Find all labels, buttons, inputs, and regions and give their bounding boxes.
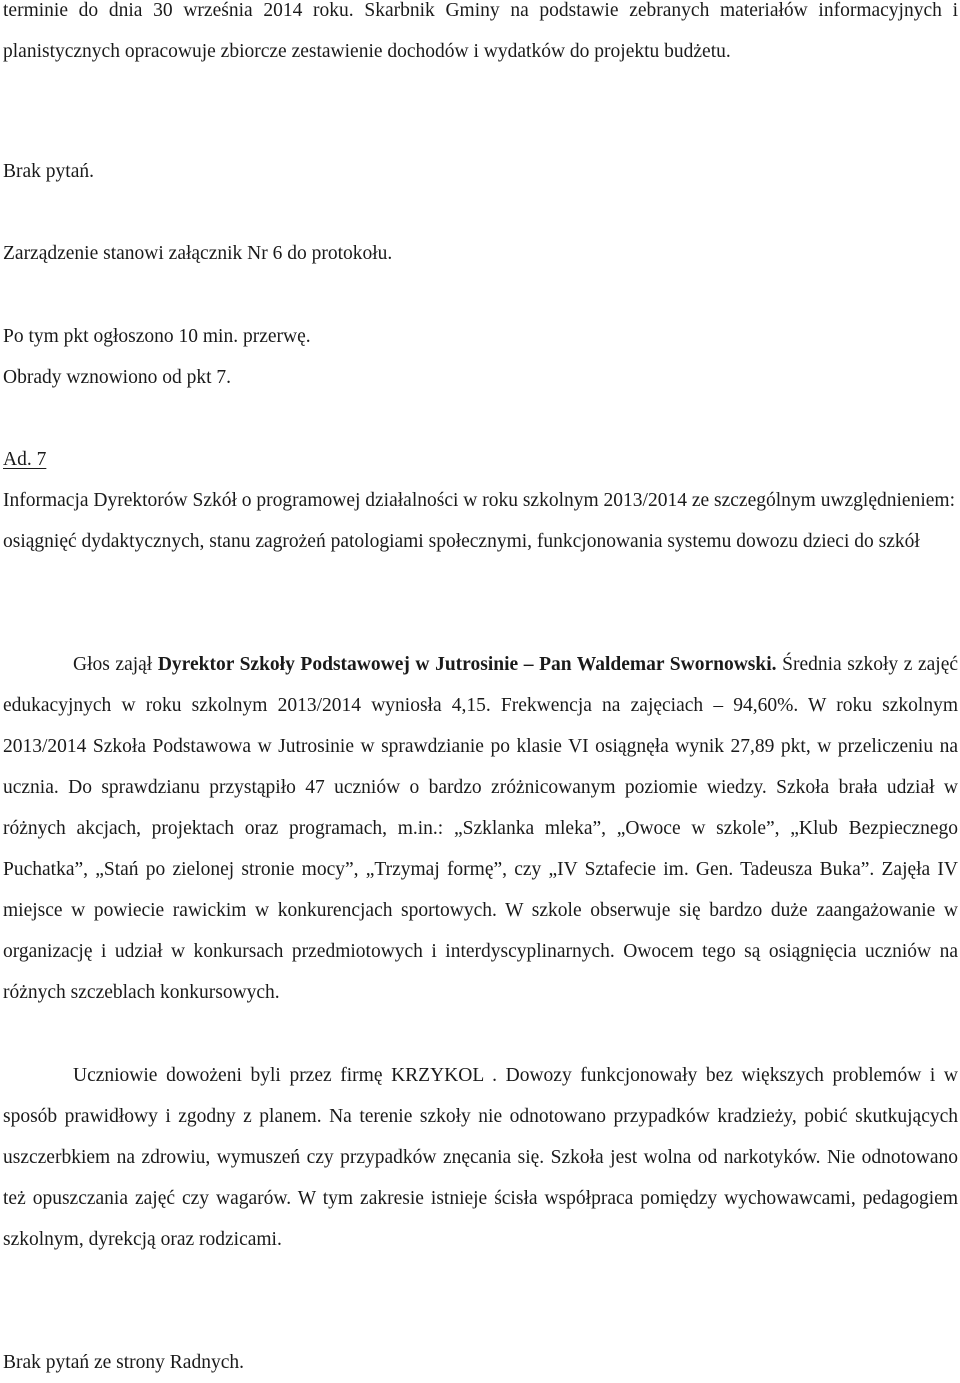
break-note: Po tym pkt ogłoszono 10 min. przerwę.: [3, 326, 311, 347]
intro-paragraph: terminie do dnia 30 września 2014 roku. Skarbnik Gminy na podstawie zebranych materiałów informacyjnych i planistycznych opracowuje zbiorcze zestawienie dochodów i wydatków do projektu budżetu.: [3, 0, 958, 62]
speaker-name: Dyrektor Szkoły Podstawowej w Jutrosinie – Pan Waldemar Swornowski.: [157, 654, 777, 675]
transport-paragraph: Uczniowie dowożeni byli przez firmę KRZYKOL . Dowozy funkcjonowały bez większych problemów i w sposób prawidłowy i zgodny z planem. Na terenie szkoły nie odnotowano przypadków kradzieży, pobić skutkujących uszczerbkiem na zdrowiu, wymuszeń czy przypadków znęcania się. Szkoła jest wolna od narkotyków. Nie odnotowano też opuszczania zajęć czy wagarów. W tym zakresie istnieje ścisła współpraca pomiędzy wychowawcami, pedagogiem szkolnym, dyrekcją oraz rodzicami.: [3, 1065, 958, 1250]
no-questions-line: Brak pytań.: [3, 161, 94, 182]
section-title: Informacja Dyrektorów Szkół o programowej działalności w roku szkolnym 2013/2014 ze szczególnym uwzględnieniem: osiągnięć dydaktycznych, stanu zagrożeń patologiami społecznymi, funkcjonowania systemu dowozu dzieci do szkół: [3, 490, 955, 552]
resumed-note: Obrady wznowiono od pkt 7.: [3, 367, 232, 388]
no-questions-councillors: Brak pytań ze strony Radnych.: [3, 1352, 244, 1373]
section-heading: [3, 439, 46, 480]
speech-lead: Głos zajął: [73, 654, 153, 675]
speech-body: Średnia szkoły z zajęć edukacyjnych w roku szkolnym 2013/2014 wyniosła 4,15. Frekwencja na zajęciach – 94,60%. W roku szkolnym 2013/2014 Szkoła Podstawowa w Jutrosinie w sprawdzianie po klasie VI osiągnęła wynik 27,89 pkt, w przeliczeniu na ucznia. Do sprawdzianu przystąpiło 47 uczniów o bardzo zróżnicowanym poziomie wiedzy. Szkoła brała udział w różnych akcjach, projektach oraz programach, m.in.: „Szklanka mleka”, „Owoce w szkole”, „Klub Bezpiecznego Puchatka”, „Stań po zielonej stronie mocy”, „Trzymaj formę”, czy „IV Sztafecie im. Gen. Tadeusza Buka”. Zajęła IV miejsce w powiecie rawickim w konkurencjach sportowych. W szkole obserwuje się bardzo duże zaangażowanie w organizację i udział w konkursach przedmiotowych i interdyscyplinarnych. Owocem tego są osiągnięcia uczniów na różnych szczeblach konkursowych.: [3, 654, 959, 1003]
section-heading-text: Ad. 7: [3, 449, 47, 470]
speech-paragraph: [3, 644, 958, 1013]
attachment-note: Zarządzenie stanowi załącznik Nr 6 do protokołu.: [3, 243, 393, 264]
